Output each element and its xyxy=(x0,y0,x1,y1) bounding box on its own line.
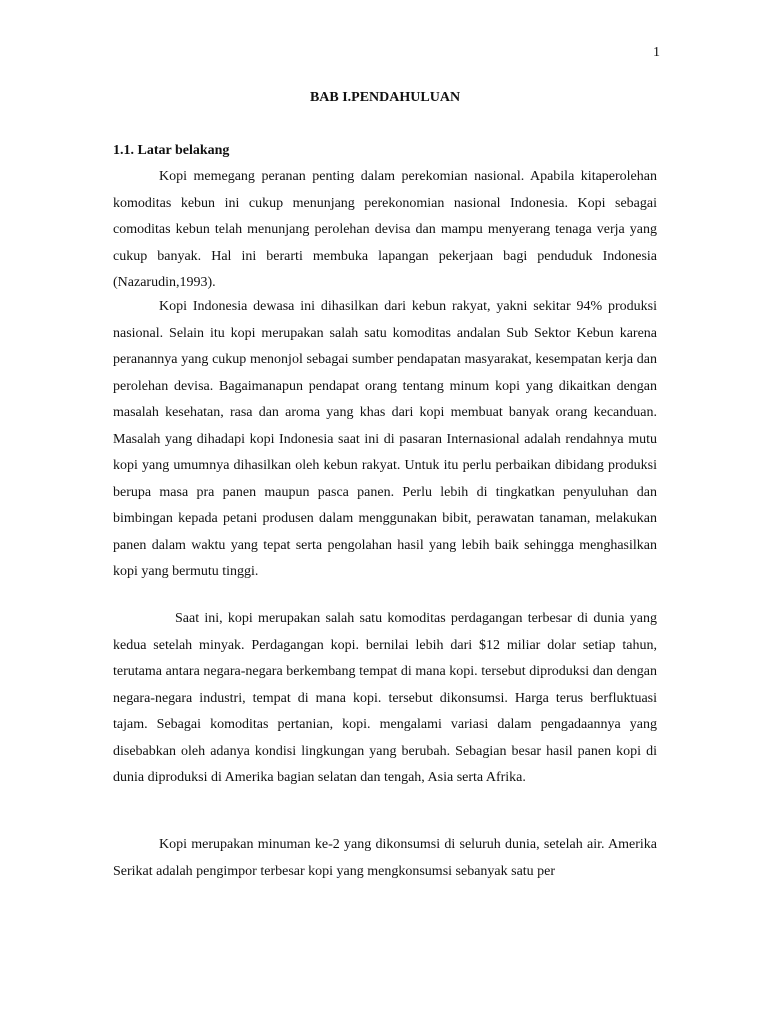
paragraph-3: Saat ini, kopi merupakan salah satu komoditas perdagangan terbesar di dunia yang kedua setelah minyak. Perdagangan kopi. bernilai lebih dari $12 miliar dolar setiap tahun, terutama antara negara-negara berkembang tempat di mana kopi. tersebut diproduksi dan dengan negara-negara industri, tempat di mana kopi. tersebut dikonsumsi. Harga terus berfluktuasi tajam. Sebagai komoditas pertanian, kopi. mengalami variasi dalam pengadaannya yang disebabkan oleh adanya kondisi lingkungan yang berubah. Sebagian besar hasil panen kopi di dunia diproduksi di Amerika bagian selatan dan tengah, Asia serta Afrika. xyxy=(113,611,657,785)
page-number: 1 xyxy=(653,45,660,60)
paragraph-4: Kopi merupakan minuman ke-2 yang dikonsumsi di seluruh dunia, setelah air. Amerika Serikat adalah pengimpor terbesar kopi yang mengkonsumsi sebanyak satu per xyxy=(113,837,657,879)
chapter-title: BAB I.PENDAHULUAN xyxy=(309,90,461,105)
paragraph-2: Kopi Indonesia dewasa ini dihasilkan dari kebun rakyat, yakni sekitar 94% produksi nasional. Selain itu kopi merupakan salah satu komoditas andalan Sub Sektor Kebun karena peranannya yang cukup menonjol sebagai sumber pendapatan masyarakat, kesempatan kerja dan perolehan devisa. Bagaimanapun pendapat orang tentang minum kopi yang dikaitkan dengan masalah kesehatan, rasa dan aroma yang khas dari kopi membuat banyak orang kecanduan. Masalah yang dihadapi kopi Indonesia saat ini di pasaran Internasional adalah rendahnya mutu kopi yang umumnya dihasilkan oleh kebun rakyat. Untuk itu perlu perbaikan dibidang produksi berupa masa pra panen maupun pasca panen. Perlu lebih di tingkatkan penyuluhan dan bimbingan kepada petani produsen dalam menggunakan bibit, perawatan tanaman, melakukan panen dalam waktu yang tepat serta pengolahan hasil yang lebih baik sehingga menghasilkan kopi yang bermutu tinggi. xyxy=(113,299,657,579)
paragraph-1: Kopi memegang peranan penting dalam perekomian nasional. Apabila kitaperolehan komoditas kebun ini cukup menunjang perekonomian nasional Indonesia. Kopi sebagai comoditas kebun telah menunjang perolehan devisa dan mampu menyerang tenaga verja yang cukup banyak. Hal ini berarti membuka lapangan pekerjaan bagi penduduk Indonesia (Nazarudin,1993). xyxy=(113,169,657,290)
section-heading: 1.1. Latar belakang xyxy=(113,143,230,158)
